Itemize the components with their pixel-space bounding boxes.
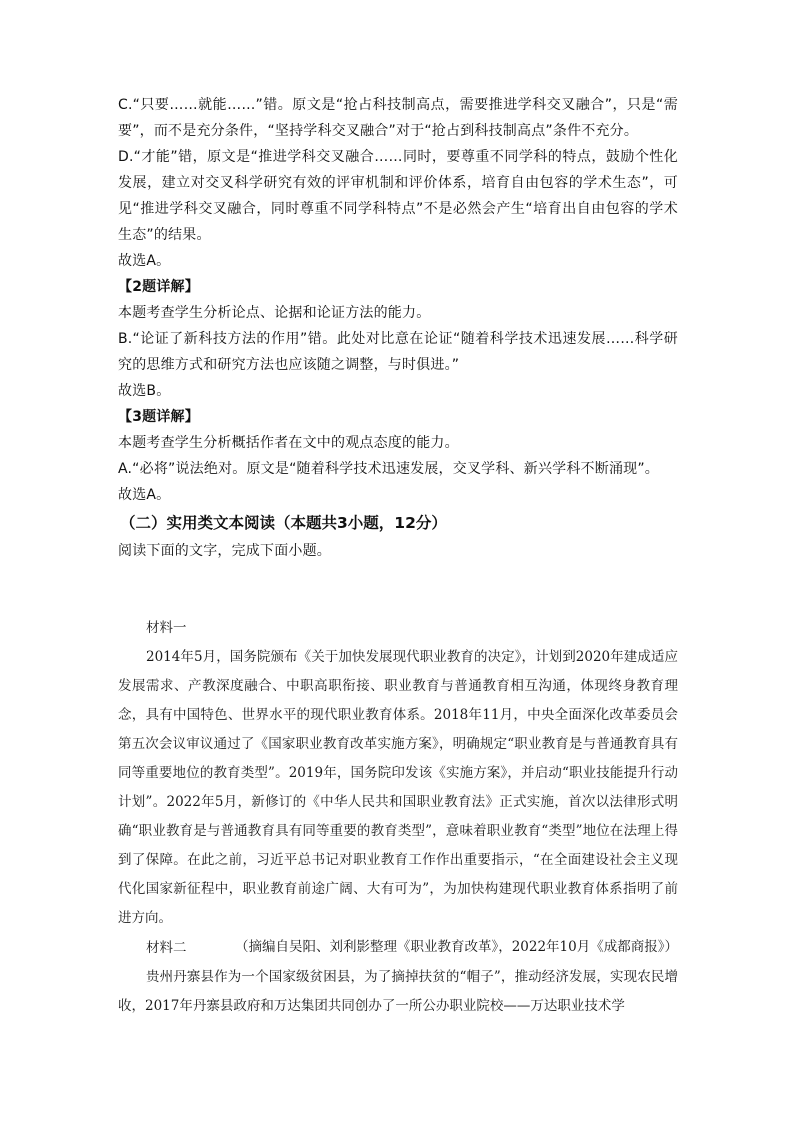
answer-q1: 故选A。 [118,253,171,269]
material-two-label: 材料二 [146,940,187,956]
material-one-text: 2014年5月，国务院颁布《关于加快发展现代职业教育的决定》，计划到2020年建成适应发展需求、产教深度融合、中职高职衔接、职业教育与普通教育相互沟通，体现终身教育理念，具有中国特色、世界水平的现代职业教育体系。2018年11月，中央全面深化改革委员会第五次会议审议通过了《国家职业教育改革实施方案》，明确规定“职业教育是与普通教育具有同等重要地位的教育类型”。2019年，国务院印发该《实施方案》，并启动“职业技能提升行动计划”。2022年5月，新修订的《中华人民共和国职业教育法》正式实施，首次以法律形式明确“职业教育是与普通教育具有同等重要的教育类型”，意味着职业教育“类型”地位在法理上得到了保障。在此之前，习近平总书记对职业教育工作作出重要指示，“在全面建设社会主义现代化国家新征程中，职业教育前途广阔、大有可为”，为加快构建现代职业教育体系指明了前进方向。 [118,649,678,926]
q3-intro: 本题考查学生分析概括作者在文中的观点态度的能力。 [118,435,459,451]
answer-q2: 故选B。 [118,383,171,399]
q3-heading: 【3题详解】 [118,409,199,425]
q2-intro: 本题考查学生分析论点、论据和论证方法的能力。 [118,305,431,321]
material-two [118,934,678,1021]
answer-analysis [118,92,678,564]
material-one [118,614,678,962]
option-a-analysis: A.“必将”说法绝对。原文是“随着科学技术迅速发展，交叉学科、新兴学科不断涌现”。 [118,461,659,477]
material-two-text: 贵州丹寨县作为一个国家级贫困县，为了摘掉扶贫的“帽子”，推动经济发展，实现农民增收，2017年丹寨县政府和万达集团共同创办了一所公办职业院校——万达职业技术学 [118,969,678,1014]
option-d-analysis: D.“才能”错，原文是“推进学科交叉融合……同时，要尊重不同学科的特点，鼓励个性化发展，建立对交叉科学研究有效的评审机制和评价体系，培育自由包容的学术生态”，可见“推进学科交叉融合，同时尊重不同学科特点”不是必然会产生“培育出自由包容的学术生态”的结果。 [118,149,678,243]
section-title: （二）实用类文本阅读（本题共3小题，12分） [120,514,447,532]
q2-heading: 【2题详解】 [118,279,199,295]
option-b-analysis: B.“论证了新科技方法的作用”错。此处对比意在论证“随着科学技术迅速发展……科学研究的思维方式和研究方法也应该随之调整，与时俱进。” [118,331,678,373]
option-c-analysis: C.“只要……就能……”错。原文是“抢占科技制高点，需要推进学科交叉融合”，只是“需要”，而不是充分条件，“坚持学科交叉融合”对于“抢占到科技制高点”条件不充分。 [118,97,678,139]
answer-q3: 故选A。 [118,487,171,503]
material-one-label: 材料一 [146,620,187,636]
material-one-source: （摘编自吴阳、刘利影整理《职业教育改革》，2022年10月《成都商报》） [234,939,678,955]
reading-instruction: 阅读下面的文字，完成下面小题。 [118,543,331,559]
